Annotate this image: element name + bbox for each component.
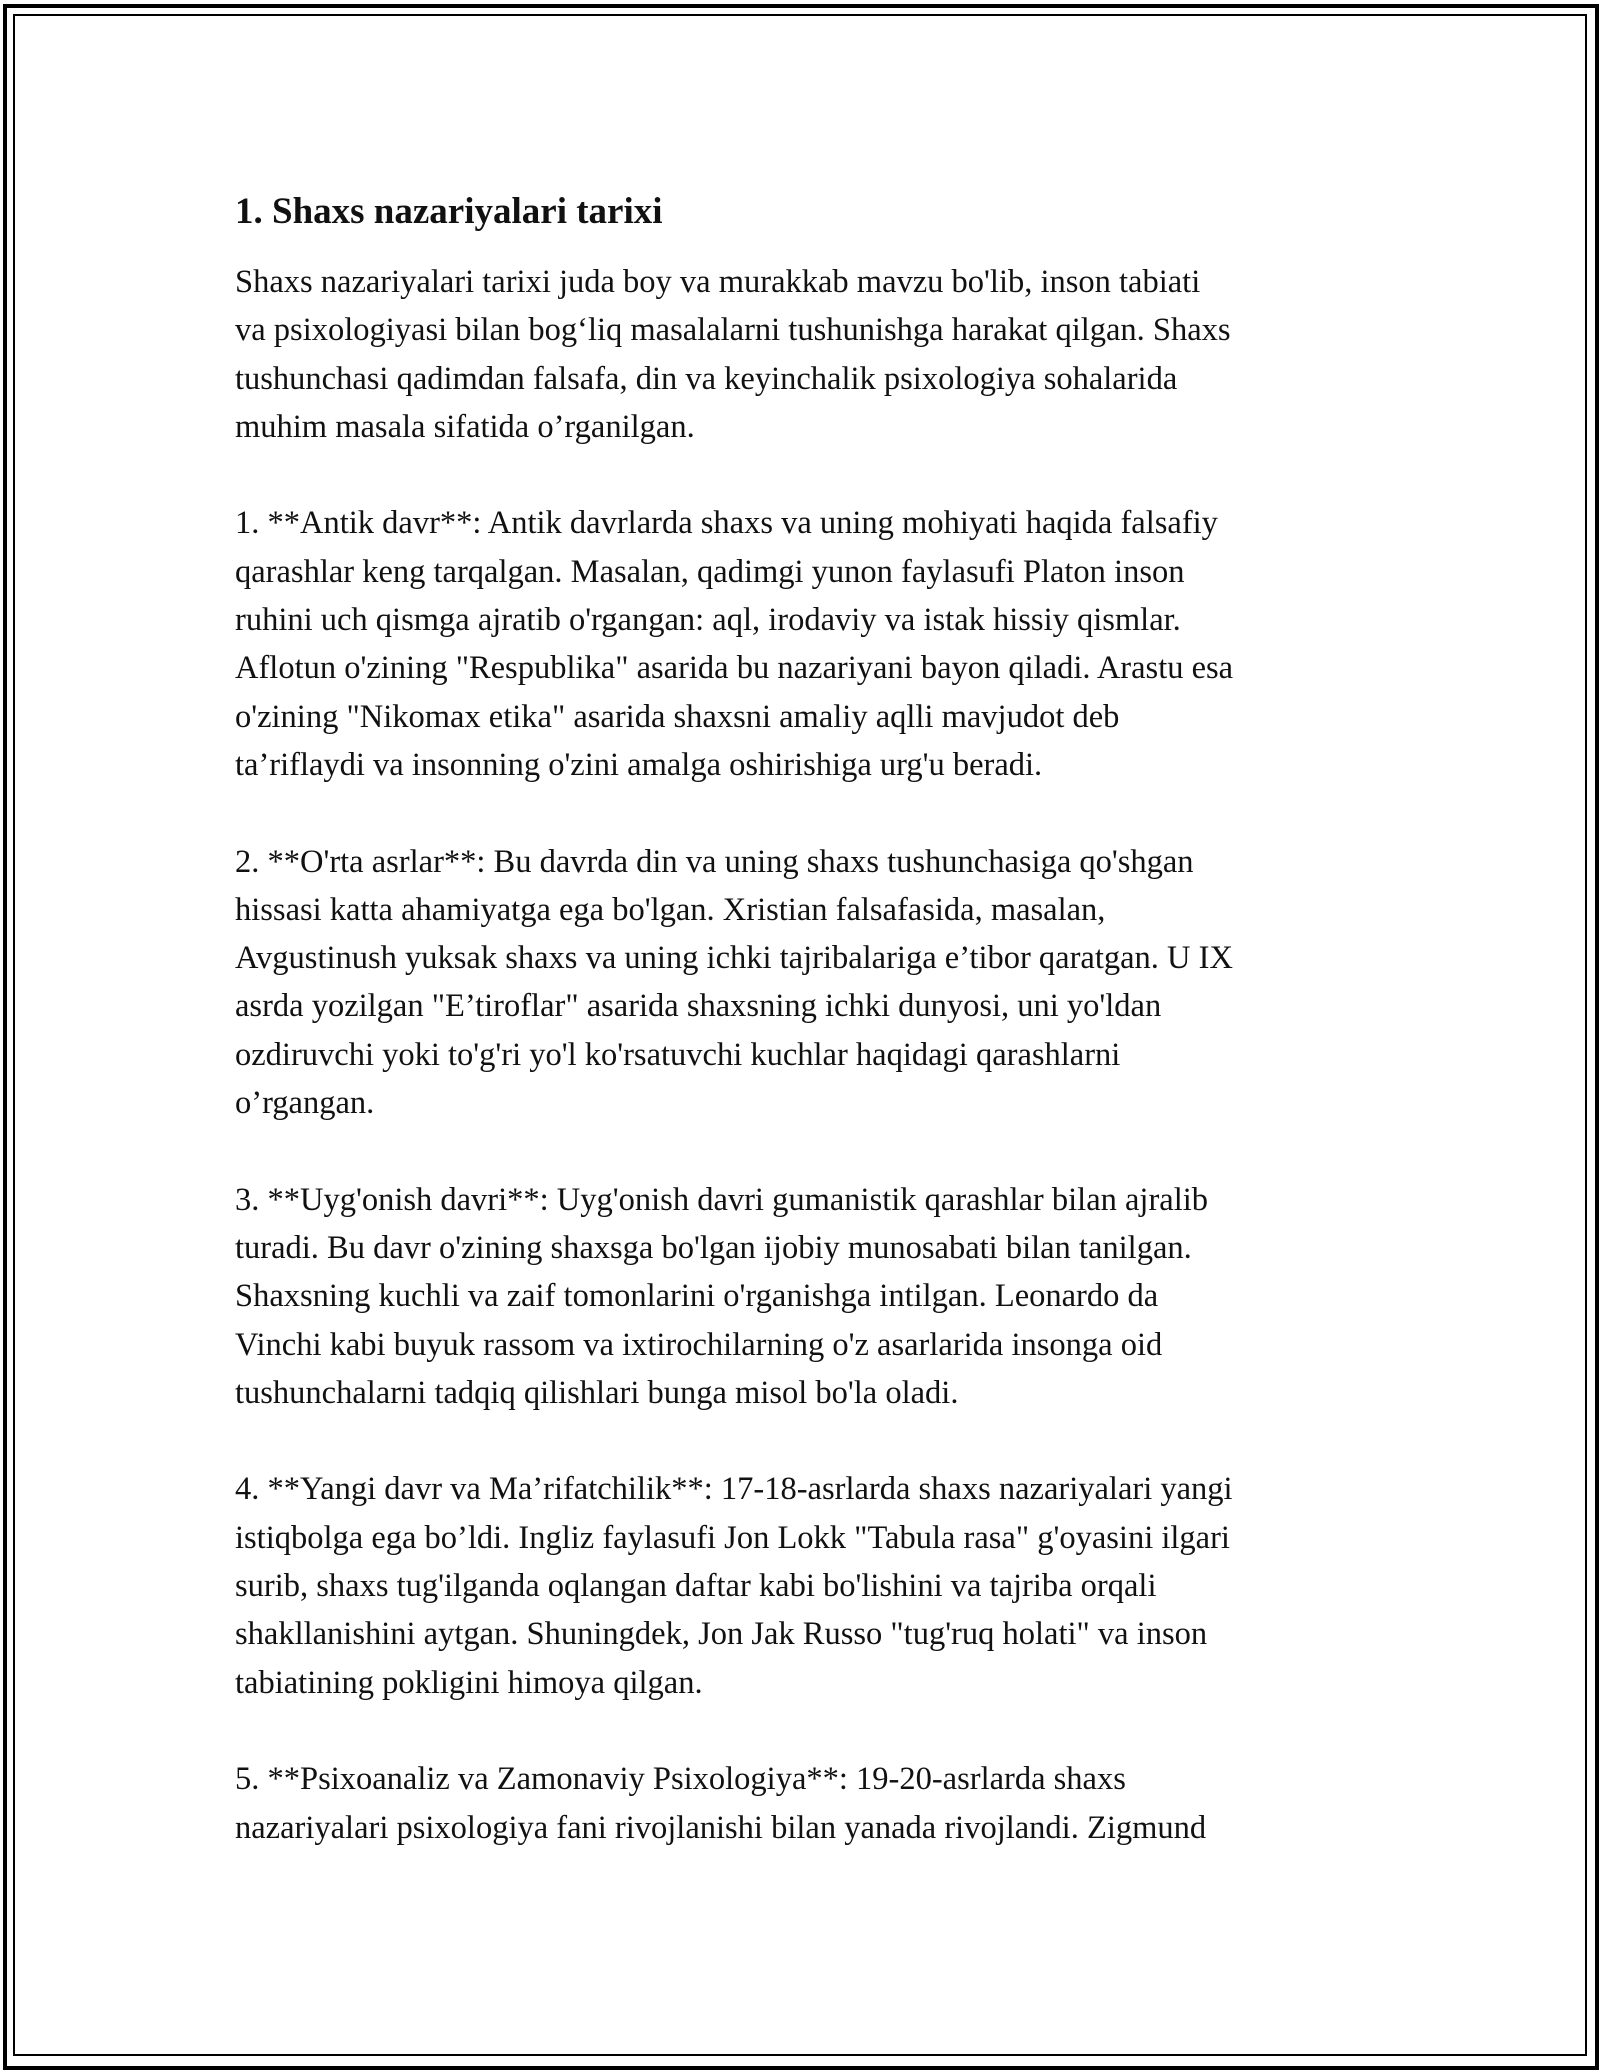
paragraph-orta-asrlar: 2. **O'rta asrlar**: Bu davrda din va uning shaxs tushunchasiga qo'shgan hissasi katta ahamiyatga ega bo'lgan. Xristian falsafasida, masalan, Avgustinush yuksak shaxs va uning ichki tajribalariga e’tibor qaratgan. U IX asrda yozilgan "E’tiroflar" asarida shaxsning ichki dunyosi, uni yo'ldan ozdiruvchi yoki to'g'ri yo'l ko'rsatuvchi kuchlar haqidagi qarashlarni o’rgangan.	[235, 843, 1233, 1122]
paragraph-antik-davr: 1. **Antik davr**: Antik davrlarda shaxs va uning mohiyati haqida falsafiy qarashlar keng tarqalgan. Masalan, qadimgi yunon faylasufi Platon inson ruhini uch qismga ajratib o'rgangan: aql, irodaviy va istak hissiy qismlar. Aflotun o'zining "Respublika" asarida bu nazariyani bayon qiladi. Arastu esa o'zining "Nikomax etika" asarida shaxsni amaliy aqlli mavjudot deb ta’riflaydi va insonning o'zini amalga oshirishiga urg'u beradi.	[235, 505, 1234, 783]
paragraph-uygonish-davri: 3. **Uyg'onish davri**: Uyg'onish davri gumanistik qarashlar bilan ajralib turadi. Bu davr o'zining shaxsga bo'lgan ijobiy munosabati bilan tanilgan. Shaxsning kuchli va zaif tomonlarini o'rganishga intilgan. Leonardo da Vinchi kabi buyuk rassom va ixtirochilarning o'z asarlarida insonga oid tushunchalarni tadqiq qilishlari bunga misol bo'la oladi.	[235, 1181, 1209, 1411]
section-title: 1. Shaxs nazariyalari tarixi	[235, 191, 663, 232]
paragraph-yangi-davr: 4. **Yangi davr va Ma’rifatchilik**: 17-18-asrlarda shaxs nazariyalari yangi istiqbolga ega bo’ldi. Ingliz faylasufi Jon Lokk "Tabula rasa" g'oyasini ilgari surib, shaxs tug'ilganda oqlangan daftar kabi bo'lishini va tajriba orqali shakllanishini aytgan. Shuningdek, Jon Jak Russo "tug'ruq holati" va inson tabiatining pokligini himoya qilgan.	[235, 1471, 1233, 1701]
paragraph-psixoanaliz: 5. **Psixoanaliz va Zamonaviy Psixologiya**: 19-20-asrlarda shaxs nazariyalari psixologiya fani rivojlanishi bilan yanada rivojlandi. Zigmund	[235, 1761, 1207, 1846]
document-body	[235, 186, 1375, 1900]
intro-paragraph: Shaxs nazariyalari tarixi juda boy va murakkab mavzu bo'lib, inson tabiati va psixologiyasi bilan bog‘liq masalalarni tushunishga harakat qilgan. Shaxs tushunchasi qadimdan falsafa, din va keyinchalik psixologiya sohalarida muhim masala sifatida o’rganilgan.	[235, 264, 1231, 445]
